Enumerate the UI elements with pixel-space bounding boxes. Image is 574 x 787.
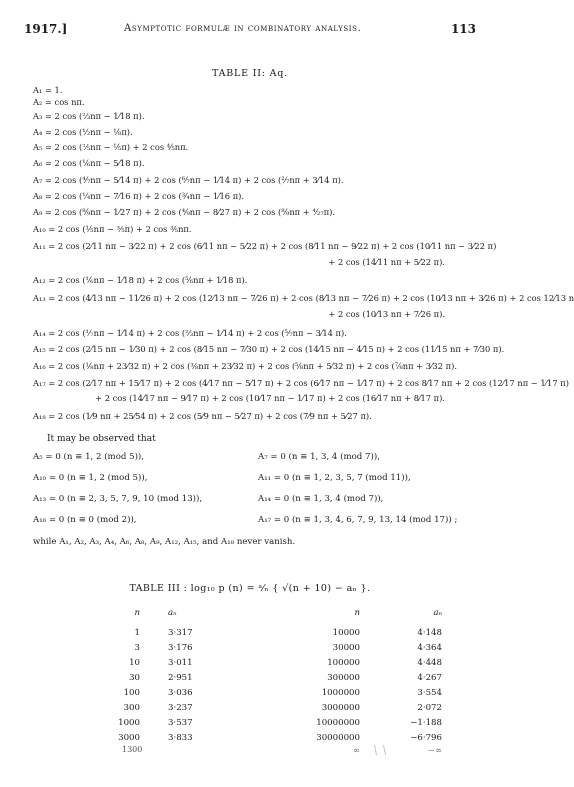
equation-a8: A₈ = 2 cos (¼nπ − 7⁄16 π) + 2 cos (¾nπ − 1⁄16 π). [33, 191, 245, 201]
table-row [0, 703, 500, 717]
equation-a1: A₁ = 1. [33, 85, 63, 95]
footer-number: 1300 [122, 745, 143, 754]
column-header-an: aₙ [433, 608, 442, 618]
condition-a10: A₁₀ = 0 (n ≡ 1, 2 (mod 5)), [33, 473, 148, 483]
equation-a17-continued: + 2 cos (14⁄17 nπ − 9⁄17 π) + 2 cos (10⁄17 nπ − 1⁄17 π) + 2 cos (16⁄17 nπ + 8⁄17 π). [95, 393, 445, 403]
table-cell: 1000 [118, 718, 140, 728]
table-row [0, 733, 500, 747]
table-cell: −∞ [427, 746, 442, 756]
table-cell: 30000000 [316, 733, 360, 743]
observation-intro: It may be observed that [47, 434, 156, 444]
table-cell: 3000 [118, 733, 140, 743]
condition-a14: A₁₄ = 0 (n ≡ 1, 3, 4 (mod 7)), [258, 494, 384, 504]
equation-a13-continued: + 2 cos (10⁄13 nπ + 7⁄26 π). [328, 309, 445, 319]
equation-a6: A₆ = 2 cos (⅙nπ − 5⁄18 π). [33, 158, 145, 168]
table-cell: −1·188 [410, 718, 442, 728]
equation-a9: A₉ = 2 cos (⁸⁄₉nπ − 1⁄27 π) + 2 cos (⁴⁄₉nπ − 8⁄27 π) + 2 cos (⁸⁄₉nπ + ⁴⁄₂₇π). [33, 207, 336, 217]
table-row-infinity [0, 746, 500, 760]
equation-a2: A₂ = cos nπ. [33, 97, 85, 107]
equation-a14: A₁₄ = 2 cos (⅐nπ − 1⁄14 π) + 2 cos (⅔nπ − 1⁄14 π) + 2 cos (⁵⁄₇nπ − 3⁄14 π). [33, 328, 347, 338]
table-cell: 2·951 [168, 673, 193, 683]
table-row [0, 628, 500, 642]
table-cell: 30 [129, 673, 140, 683]
table-2-title: TABLE II: Aq. [211, 68, 288, 79]
table-cell: 3·554 [417, 688, 442, 698]
table-cell: 1 [134, 628, 140, 638]
condition-a11: A₁₁ = 0 (n ≡ 1, 2, 3, 5, 7 (mod 11)), [258, 473, 411, 483]
condition-a16: A₁₆ = 0 (n ≡ 0 (mod 2)), [33, 515, 137, 525]
condition-a5: A₅ = 0 (n ≡ 1, 2 (mod 5)), [33, 452, 145, 462]
table-cell: 100 [123, 688, 140, 698]
equation-a11: A₁₁ = 2 cos (2⁄11 nπ − 3⁄22 π) + 2 cos (6⁄11 nπ − 5⁄22 π) + 2 cos (8⁄11 nπ − 9⁄22 π) + 2 cos (10⁄11 nπ − 3⁄22 π) [33, 241, 497, 251]
equation-a5: A₅ = 2 cos (⅖nπ − ⅕π) + 2 cos ⅘nπ. [33, 142, 189, 152]
table-cell: 4·364 [417, 643, 442, 653]
table-cell: 4·267 [417, 673, 442, 683]
equation-a7: A₇ = 2 cos (⁴⁄₇nπ − 5⁄14 π) + 2 cos (⁶⁄₇nπ − 1⁄14 π) + 2 cos (²⁄₇nπ + 3⁄14 π). [33, 175, 344, 185]
table-3-title: TABLE III : log₁₀ p (n) = ᵃ⁄ₙ { √(n + 10) − aₙ }. [129, 583, 371, 594]
column-header-an: aₙ [168, 608, 177, 618]
condition-a13: A₁₃ = 0 (n ≡ 2, 3, 5, 7, 9, 10 (mod 13)), [33, 494, 203, 504]
table-header-row [0, 608, 500, 622]
table-cell: 100000 [327, 658, 360, 668]
equation-a4: A₄ = 2 cos (½nπ − ⅛π). [33, 127, 133, 137]
page-number: 113 [450, 22, 476, 36]
equation-a18: A₁₈ = 2 cos (1⁄9 nπ + 25⁄54 π) + 2 cos (5⁄9 nπ − 5⁄27 π) + 2 cos (7⁄9 nπ + 5⁄27 π). [33, 411, 372, 421]
table-cell: 3·833 [168, 733, 193, 743]
condition-a7: A₇ = 0 (n ≡ 1, 3, 4 (mod 7)), [258, 452, 380, 462]
table-cell: 4·448 [417, 658, 442, 668]
page-header [24, 22, 476, 42]
column-header-n: n [134, 608, 140, 618]
table-row [0, 658, 500, 672]
table-cell: 30000 [332, 643, 360, 653]
equation-a12: A₁₂ = 2 cos (⅙nπ − 1⁄18 π) + 2 cos (⁵⁄₆nπ + 1⁄18 π). [33, 275, 248, 285]
table-cell: 3·537 [168, 718, 193, 728]
table-row [0, 718, 500, 732]
header-title: Asymptotic formulæ in combinatory analysis. [124, 23, 362, 34]
equation-a16: A₁₆ = 2 cos (⅛nπ + 23⁄32 π) + 2 cos (⅜nπ + 23⁄32 π) + 2 cos (⁵⁄₈nπ + 5⁄32 π) + 2 cos (⅞nπ + 3⁄32 π). [33, 361, 457, 371]
table-cell: 10000 [332, 628, 360, 638]
table-cell: 4·148 [417, 628, 442, 638]
table-cell: 3·011 [168, 658, 193, 668]
equation-a3: A₃ = 2 cos (⅔nπ − 1⁄18 π). [33, 111, 145, 121]
table-row [0, 688, 500, 702]
print-artifact [374, 745, 386, 755]
table-cell: 10000000 [316, 718, 360, 728]
header-year: 1917.] [24, 22, 68, 36]
table-cell: 3 [134, 643, 140, 653]
table-row [0, 643, 500, 657]
equation-a17: A₁₇ = 2 cos (2⁄17 nπ + 15⁄17 π) + 2 cos (4⁄17 nπ − 5⁄17 π) + 2 cos (6⁄17 nπ − 1⁄17 π) + 2 cos 8⁄17 nπ + 2 cos (12⁄17 nπ − 1⁄17 π) [33, 378, 569, 388]
table-cell: 3·237 [168, 703, 193, 713]
table-cell: 1000000 [321, 688, 360, 698]
table-cell: 300000 [327, 673, 360, 683]
table-cell: 10 [129, 658, 140, 668]
table-cell: 300 [123, 703, 140, 713]
table-cell: 2·072 [417, 703, 442, 713]
table-cell: 3·317 [168, 628, 193, 638]
column-header-n: n [354, 608, 360, 618]
equation-a10: A₁₀ = 2 cos (⅕nπ − ⅗π) + 2 cos ⅗nπ. [33, 224, 192, 234]
condition-a17: A₁₇ = 0 (n ≡ 1, 3, 4, 6, 7, 9, 13, 14 (mod 17)) ; [258, 515, 458, 525]
never-vanish-sentence: while A₁, A₂, A₃, A₄, A₆, A₈, A₉, A₁₂, A₁₅, and A₁₈ never vanish. [33, 537, 296, 547]
equation-a13: A₁₃ = 2 cos (4⁄13 nπ − 11⁄26 π) + 2 cos (12⁄13 nπ − 7⁄26 π) + 2 cos (8⁄13 nπ − 7⁄26 π) + 2 cos (10⁄13 nπ + 3⁄26 π) + 2 cos 12⁄13 n [33, 293, 574, 303]
table-cell: −6·796 [410, 733, 442, 743]
table-cell: ∞ [352, 746, 360, 756]
equation-a15: A₁₅ = 2 cos (2⁄15 nπ − 1⁄30 π) + 2 cos (8⁄15 nπ − 7⁄30 π) + 2 cos (14⁄15 nπ − 4⁄15 π) + 2 cos (11⁄15 nπ + 7⁄30 π). [33, 344, 505, 354]
table-cell: 3000000 [321, 703, 360, 713]
equation-a11-continued: + 2 cos (14⁄11 nπ + 5⁄22 π). [328, 257, 445, 267]
table-cell: 3·176 [168, 643, 193, 653]
table-row [0, 673, 500, 687]
table-cell: 3·036 [168, 688, 193, 698]
